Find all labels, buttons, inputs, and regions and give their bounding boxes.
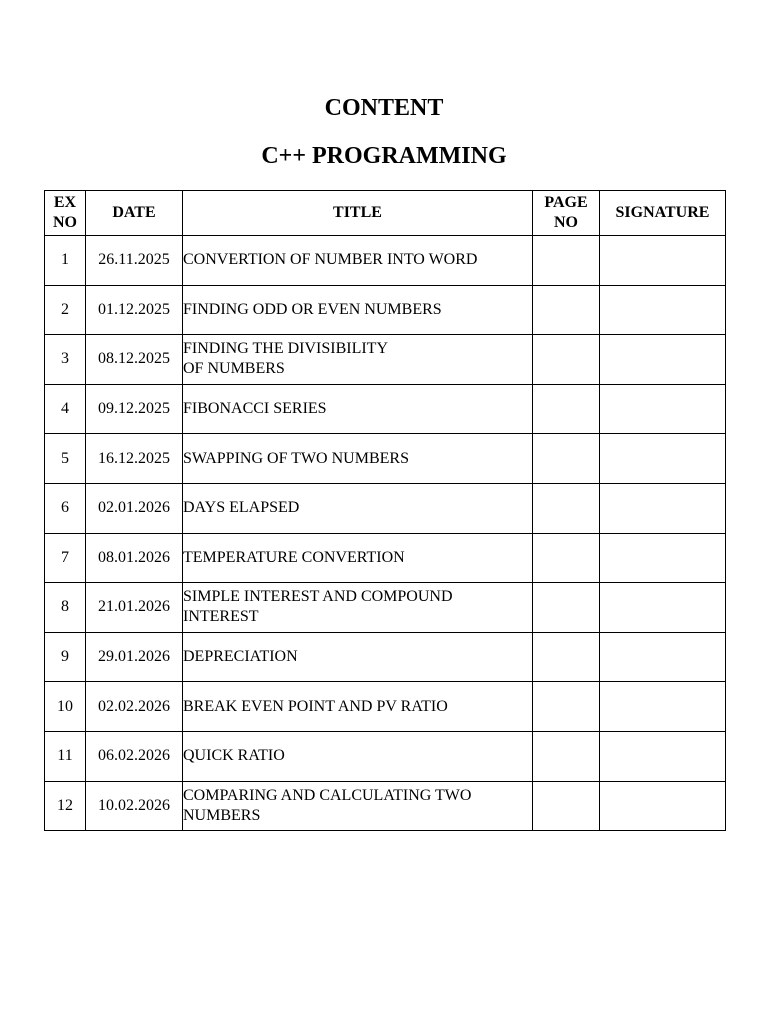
cell-title — [183, 533, 533, 583]
cell-signature — [600, 434, 726, 484]
cell-ex-no: 3 — [45, 335, 86, 385]
table-header — [45, 191, 726, 236]
cell-page-no — [533, 483, 600, 533]
cell-title — [183, 236, 533, 286]
table-row — [45, 682, 726, 732]
header-date: DATE — [86, 191, 183, 236]
table-row — [45, 285, 726, 335]
cell-page-no — [533, 781, 600, 831]
cell-signature — [600, 236, 726, 286]
cell-date: 16.12.2025 — [86, 434, 183, 484]
contents-table — [44, 190, 726, 831]
cell-title-line: COMPARING AND CALCULATING TWO — [183, 786, 472, 804]
cell-page-no — [533, 632, 600, 682]
cell-signature — [600, 682, 726, 732]
cell-page-no — [533, 731, 600, 781]
table-row — [45, 533, 726, 583]
table-row — [45, 583, 726, 633]
cell-ex-no: 2 — [45, 285, 86, 335]
cell-date: 21.01.2026 — [86, 583, 183, 633]
table-row — [45, 434, 726, 484]
cell-title-line: OF NUMBERS — [183, 360, 285, 378]
cell-date: 02.02.2026 — [86, 682, 183, 732]
header-signature: SIGNATURE — [600, 191, 726, 236]
table-row — [45, 236, 726, 286]
cell-ex-no: 10 — [45, 682, 86, 732]
cell-date: 01.12.2025 — [86, 285, 183, 335]
cell-title-line: DEPRECIATION — [183, 648, 298, 666]
cell-title-line: FINDING ODD OR EVEN NUMBERS — [183, 300, 442, 318]
header-ex-no-line-1: EX — [53, 194, 77, 211]
cell-date: 10.02.2026 — [86, 781, 183, 831]
table-row — [45, 731, 726, 781]
cell-title-line: BREAK EVEN POINT AND PV RATIO — [183, 697, 448, 715]
cell-title-line: SWAPPING OF TWO NUMBERS — [183, 449, 409, 467]
cell-ex-no: 5 — [45, 434, 86, 484]
table-row — [45, 335, 726, 385]
cell-ex-no: 9 — [45, 632, 86, 682]
cell-page-no — [533, 682, 600, 732]
cell-ex-no: 6 — [45, 483, 86, 533]
cell-signature — [600, 632, 726, 682]
table-row — [45, 384, 726, 434]
cell-ex-no: 8 — [45, 583, 86, 633]
header-ex-no — [45, 191, 86, 236]
cell-title-line: INTEREST — [183, 608, 259, 626]
cell-signature — [600, 285, 726, 335]
cell-date: 06.02.2026 — [86, 731, 183, 781]
cell-date: 29.01.2026 — [86, 632, 183, 682]
cell-ex-no: 12 — [45, 781, 86, 831]
cell-title — [183, 682, 533, 732]
table-body — [45, 236, 726, 831]
cell-ex-no: 7 — [45, 533, 86, 583]
header-page-no — [533, 191, 600, 236]
cell-date: 02.01.2026 — [86, 483, 183, 533]
header-ex-no-line-2: NO — [53, 214, 77, 231]
cell-signature — [600, 483, 726, 533]
cell-ex-no: 11 — [45, 731, 86, 781]
table-row — [45, 483, 726, 533]
cell-title — [183, 781, 533, 831]
cell-title-line: FIBONACCI SERIES — [183, 400, 327, 418]
cell-title-line: DAYS ELAPSED — [183, 499, 300, 517]
cell-signature — [600, 583, 726, 633]
table-row — [45, 781, 726, 831]
header-page-no-line-1: PAGE — [544, 194, 588, 211]
cell-signature — [600, 384, 726, 434]
cell-title-line: QUICK RATIO — [183, 747, 285, 765]
cell-date: 26.11.2025 — [86, 236, 183, 286]
cell-title — [183, 335, 533, 385]
subject-title: C++ PROGRAMMING — [261, 143, 507, 169]
cell-signature — [600, 335, 726, 385]
cell-date: 09.12.2025 — [86, 384, 183, 434]
cell-title-line: FINDING THE DIVISIBILITY — [183, 340, 389, 358]
cell-ex-no: 1 — [45, 236, 86, 286]
cell-title — [183, 483, 533, 533]
cell-title — [183, 434, 533, 484]
cell-page-no — [533, 384, 600, 434]
cell-title — [183, 731, 533, 781]
cell-date: 08.01.2026 — [86, 533, 183, 583]
cell-page-no — [533, 236, 600, 286]
cell-signature — [600, 731, 726, 781]
header-title: TITLE — [183, 191, 533, 236]
cell-title — [183, 583, 533, 633]
header-page-no-line-2: NO — [554, 214, 578, 231]
cell-title-line: SIMPLE INTEREST AND COMPOUND — [183, 588, 453, 606]
table-row — [45, 632, 726, 682]
cell-date: 08.12.2025 — [86, 335, 183, 385]
cell-signature — [600, 533, 726, 583]
cell-title-line: NUMBERS — [183, 806, 261, 824]
cell-signature — [600, 781, 726, 831]
cell-ex-no: 4 — [45, 384, 86, 434]
cell-page-no — [533, 335, 600, 385]
cell-title — [183, 632, 533, 682]
cell-title-line: TEMPERATURE CONVERTION — [183, 548, 405, 566]
cell-page-no — [533, 285, 600, 335]
cell-title-line: CONVERTION OF NUMBER INTO WORD — [183, 251, 478, 269]
cell-page-no — [533, 434, 600, 484]
cell-page-no — [533, 533, 600, 583]
page-heading: CONTENT — [324, 95, 444, 121]
header-row — [45, 191, 726, 236]
cell-title — [183, 285, 533, 335]
cell-page-no — [533, 583, 600, 633]
cell-title — [183, 384, 533, 434]
